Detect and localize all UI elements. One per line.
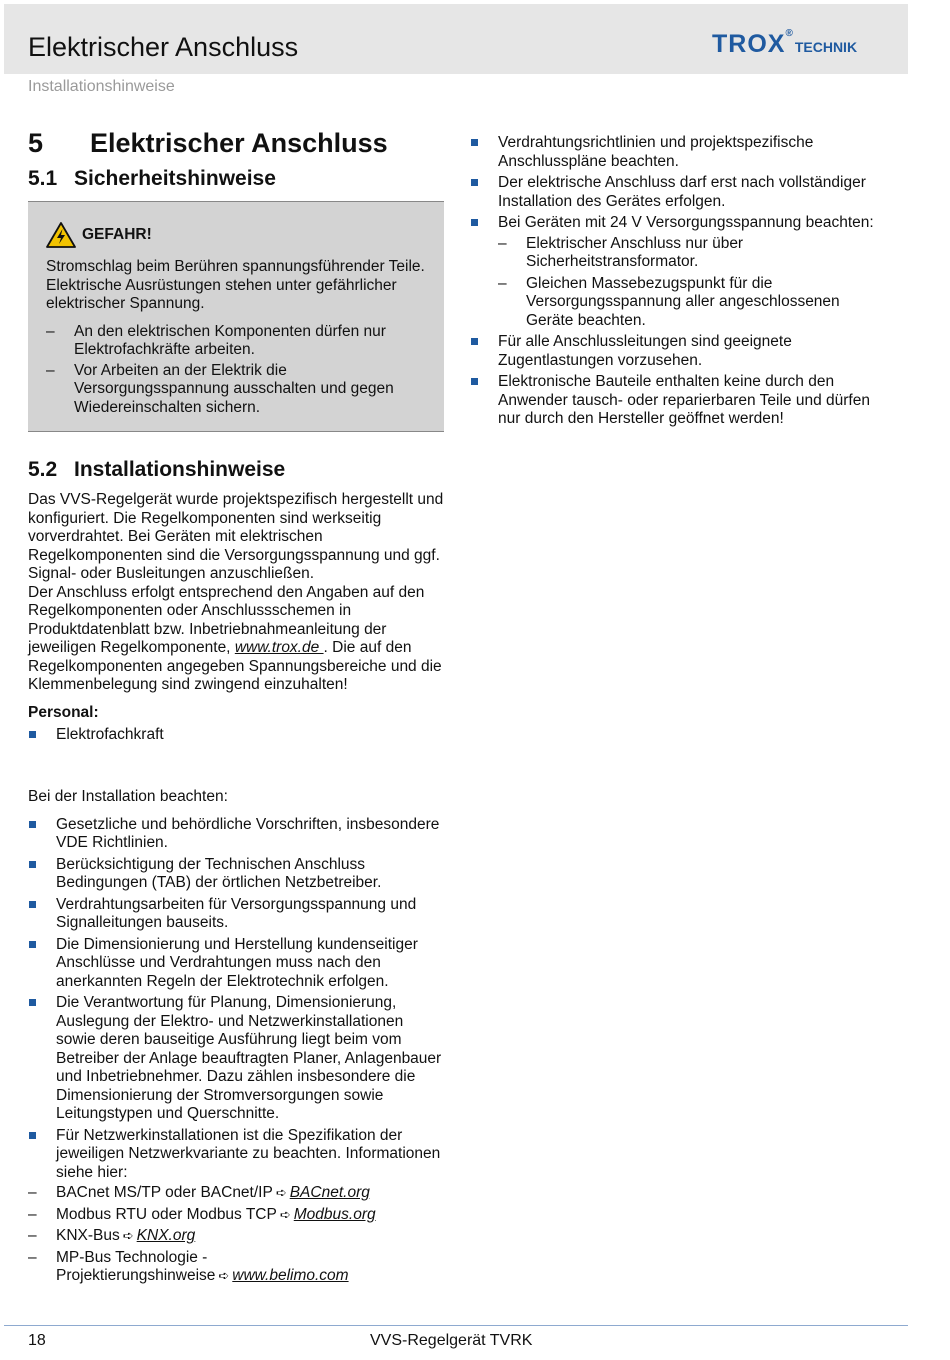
danger-notice	[28, 201, 444, 432]
bullet-icon	[29, 941, 36, 948]
dash-marker: –	[28, 1184, 37, 1201]
danger-text: Stromschlag beim Berühren spannungsführender Teile. Elektrische Ausrüstungen stehen unter gefährlicher elektrischer Spannung.	[46, 258, 425, 312]
network-text: KNX-Bus	[56, 1227, 120, 1244]
para2-before: Der Anschluss erfolgt entsprechend den Angaben auf den Regelkomponenten oder Anschlussschemen in Produktdatenblatt bzw. Inbetriebnahmeanleitung der jeweiligen Regelkomponente,	[28, 583, 425, 656]
bullet-icon	[29, 731, 36, 738]
section-title: Elektrischer Anschluss	[90, 128, 388, 158]
list-item	[470, 134, 882, 171]
subsection-heading-installation	[28, 458, 444, 482]
list-item	[470, 174, 882, 211]
section-heading	[28, 128, 444, 159]
arrow-icon: ➪	[218, 1268, 230, 1283]
arrow-icon: ➪	[279, 1206, 291, 1222]
subsection-number: 5.1	[28, 167, 58, 190]
install-note-label: Bei der Installation beachten:	[28, 788, 228, 805]
right-note-text: Für alle Anschlussleitungen sind geeignete Zugentlastungen vorzusehen.	[498, 333, 792, 369]
list-item	[28, 726, 444, 745]
danger-item	[46, 362, 426, 418]
trox-logo	[712, 30, 857, 59]
danger-item-text: Vor Arbeiten an der Elektrik die Versorgungsspannung ausschalten und gegen Wiedereinschalten sichern.	[74, 361, 394, 416]
footer-divider	[4, 1325, 908, 1326]
bullet-icon	[471, 179, 478, 186]
right-notes-list	[470, 134, 882, 429]
danger-item-text: An den elektrischen Komponenten dürfen nur Elektrofachkräfte arbeiten.	[74, 322, 386, 358]
sub-list-item	[498, 235, 882, 272]
right-note-text: Bei Geräten mit 24 V Versorgungsspannung beachten:	[498, 214, 874, 231]
bacnet-link[interactable]: BACnet.org	[289, 1184, 370, 1201]
note-text: Für Netzwerkinstallationen ist die Spezifikation der jeweiligen Netzwerkvariante zu beachten. Informationen siehe hier:	[56, 1126, 441, 1181]
bullet-icon	[29, 1132, 36, 1139]
logo-sub: TECHNIK	[794, 39, 858, 55]
list-item	[28, 856, 444, 893]
dash-marker: –	[28, 1248, 37, 1266]
subsection-title: Installationshinweise	[74, 458, 286, 481]
personal-item: Elektrofachkraft	[56, 725, 164, 743]
bullet-icon	[29, 821, 36, 828]
sub-item-text: Gleichen Massebezugspunkt für die Versorgungsspannung aller angeschlossenen Geräte beachten.	[526, 274, 840, 329]
trox-link[interactable]: www.trox.de	[234, 639, 324, 656]
voltage-sub-list	[498, 235, 882, 331]
left-column	[28, 128, 444, 1289]
subsection-number: 5.2	[28, 458, 58, 481]
install-paragraph-1: Das VVS-Regelgerät wurde projektspezifisch hergestellt und konfiguriert. Die Regelkomponenten sind werkseitig vorverdrahtet. Bei Geräten mit elektrischen Regelkomponenten sind die Versorgungsspannung und ggf. Signal- oder Busleitungen anzuschließen.	[28, 491, 444, 582]
danger-label: GEFAHR!	[82, 225, 152, 243]
belimo-link[interactable]: www.belimo.com	[232, 1267, 349, 1284]
install-paragraph-2	[28, 584, 444, 695]
note-text: Berücksichtigung der Technischen Anschluss Bedingungen (TAB) der örtlichen Netzbetreiber.	[56, 855, 382, 891]
danger-header	[46, 222, 426, 248]
bullet-icon	[29, 999, 36, 1006]
bullet-icon	[471, 378, 478, 385]
network-link-item	[28, 1206, 444, 1225]
dash-marker: –	[46, 322, 55, 340]
logo-registered: ®	[785, 28, 793, 39]
bullet-icon	[471, 219, 478, 226]
list-item	[28, 1127, 444, 1286]
modbus-link[interactable]: Modbus.org	[293, 1205, 376, 1223]
subsection-heading-safety	[28, 167, 444, 191]
bullet-icon	[29, 861, 36, 868]
install-notes-list	[28, 816, 444, 1286]
arrow-icon: ➪	[122, 1228, 134, 1243]
bullet-icon	[471, 338, 478, 345]
arrow-icon: ➪	[275, 1185, 287, 1200]
list-item	[28, 994, 444, 1124]
knx-link[interactable]: KNX.org	[136, 1227, 196, 1244]
right-note-text: Verdrahtungsrichtlinien und projektspezifische Anschlusspläne beachten.	[498, 134, 814, 170]
page-number: 18	[28, 1332, 46, 1349]
logo-main: TROX	[712, 30, 786, 58]
list-item	[470, 214, 882, 330]
bullet-icon	[471, 139, 478, 146]
section-number: 5	[28, 128, 44, 158]
personal-list	[28, 726, 444, 745]
network-link-item	[28, 1227, 444, 1246]
network-link-item	[28, 1249, 444, 1286]
list-item	[28, 896, 444, 933]
list-item	[470, 333, 882, 370]
network-links-list	[28, 1184, 444, 1286]
note-text: Die Dimensionierung und Herstellung kundenseitiger Anschlüsse und Verdrahtungen muss nach den anerkannten Regeln der Elektrotechnik erfolgen.	[56, 935, 418, 990]
dash-marker: –	[28, 1227, 37, 1244]
list-item	[28, 816, 444, 853]
bullet-icon	[29, 901, 36, 908]
dash-marker: –	[28, 1205, 37, 1223]
list-item	[470, 373, 882, 429]
subsection-title: Sicherheitshinweise	[74, 167, 276, 190]
network-text: Modbus RTU oder Modbus TCP	[56, 1205, 277, 1223]
right-column	[470, 134, 910, 432]
right-note-text: Der elektrische Anschluss darf erst nach vollständiger Installation des Gerätes erfolgen.	[498, 174, 866, 210]
note-text: Die Verantwortung für Planung, Dimensionierung, Auslegung der Elektro- und Netzwerkinstallationen sowie deren bauseitige Ausführung liegt beim vom Betreiber der Anlage beauftragten Planer, Anlagenbauer und Inbetriebnehmer. Dazu zählen insbesondere die Dimensionierung der Stromversorgungen sowie Leitungstypen und Querschnitte.	[56, 994, 442, 1122]
dash-marker: –	[46, 361, 55, 379]
dash-marker: –	[498, 234, 507, 252]
page-header-title: Elektrischer Anschluss	[28, 32, 299, 62]
note-text: Verdrahtungsarbeiten für Versorgungsspannung und Signalleitungen bauseits.	[56, 895, 417, 931]
sub-item-text: Elektrischer Anschluss nur über Sicherheitstransformator.	[526, 234, 744, 270]
warning-electric-icon	[46, 222, 76, 248]
personal-label: Personal:	[28, 703, 99, 721]
document-title: VVS-Regelgerät TVRK	[370, 1332, 533, 1349]
network-link-item	[28, 1184, 444, 1203]
dash-marker: –	[498, 274, 507, 292]
right-note-text: Elektronische Bauteile enthalten keine durch den Anwender tausch- oder reparierbaren Teile und dürfen nur durch den Hersteller geöffnet werden!	[498, 373, 870, 427]
page-header-subtitle: Installationshinweise	[28, 78, 175, 95]
list-item	[28, 936, 444, 992]
para2-after: . Die auf den Regelkomponenten angegeben Spannungsbereiche und die Klemmenbelegung sind zwingend einzuhalten!	[28, 639, 442, 693]
network-text: MP-Bus Technologie - Projektierungshinweise	[56, 1248, 216, 1284]
danger-item	[46, 323, 426, 360]
note-text: Gesetzliche und behördliche Vorschriften, insbesondere VDE Richtlinien.	[56, 815, 440, 851]
sub-list-item	[498, 275, 882, 331]
network-text: BACnet MS/TP oder BACnet/IP	[56, 1184, 273, 1201]
